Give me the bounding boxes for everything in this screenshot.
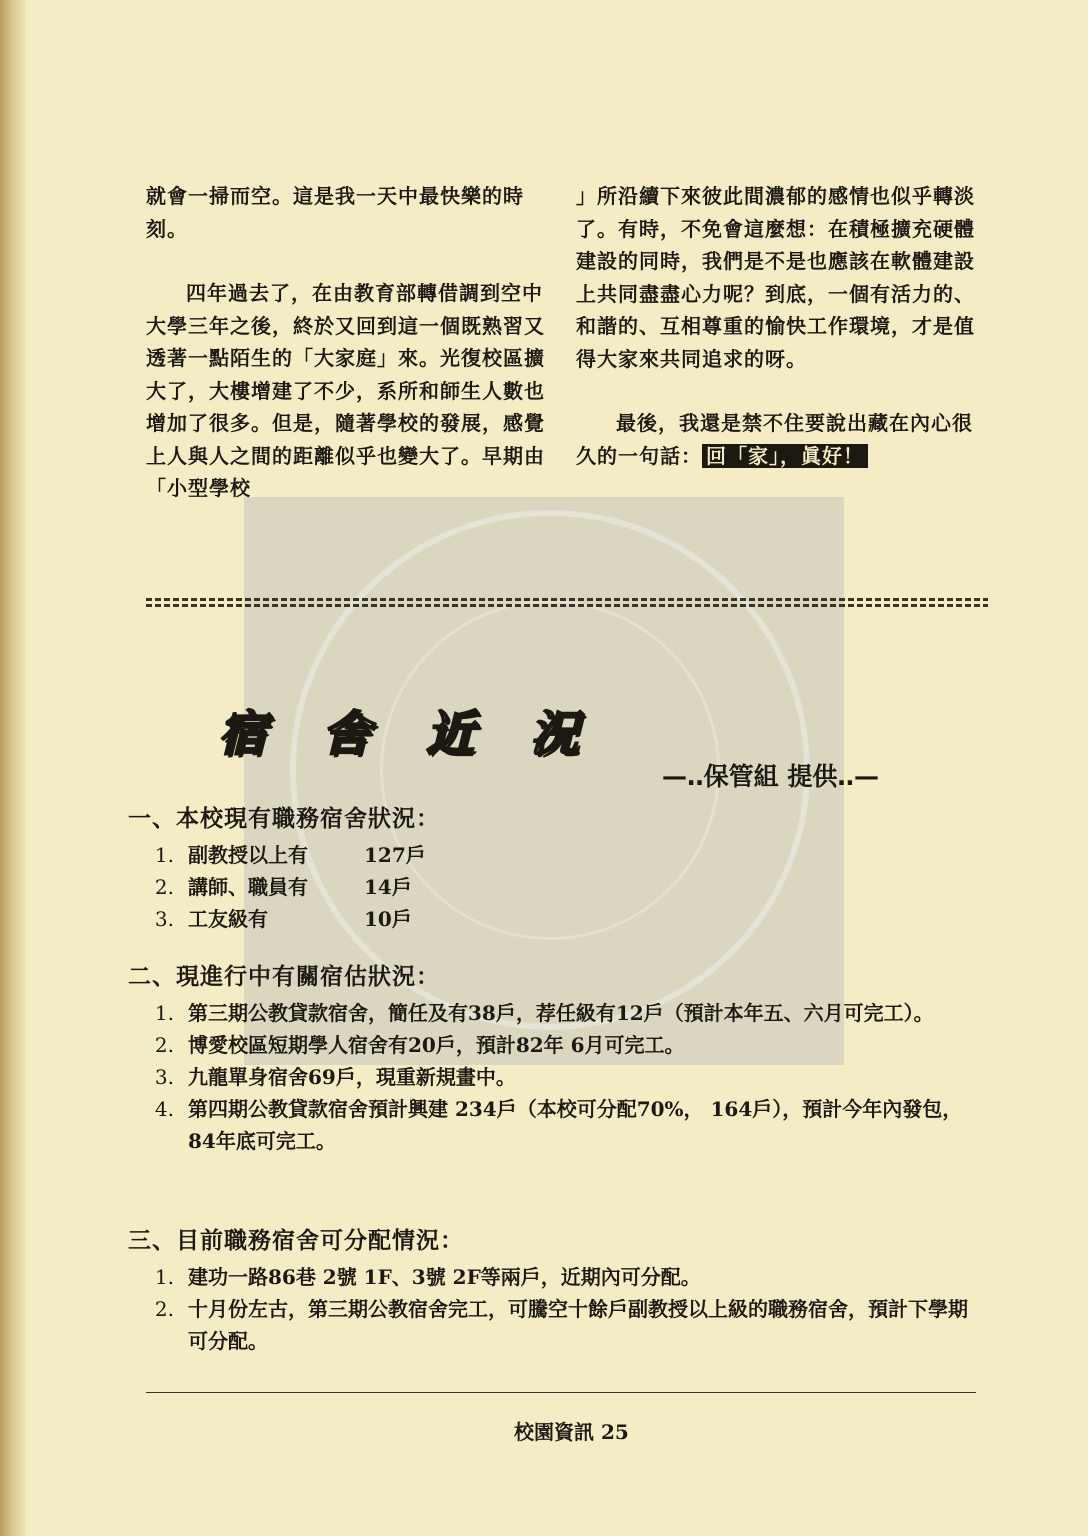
list-heading: 三、目前職務宿舍可分配情況： (128, 1227, 464, 1254)
item-label: 講師、職員有 (188, 875, 308, 899)
article-closing-paragraph (576, 407, 976, 472)
item-label: 副教授以上有 (188, 843, 308, 867)
page-footer (514, 1416, 629, 1445)
list-item (128, 1293, 968, 1357)
article-paragraph: 」所沿續下來彼此間濃郁的感情也似乎轉淡了。有時，不免會這麼想：在積極擴充硬體建設的同時，我們是不是也應該在軟體建設上共同盡盡心力呢？到底，一個有活力的、和諧的、互相尊重的愉快工作環境，才是值得大家來共同追求的呀。 (576, 184, 975, 371)
item-number: 1. (154, 1001, 174, 1025)
list-heading: 一、本校現有職務宿舍狀況： (128, 805, 440, 832)
list-item (128, 1093, 968, 1157)
item-quantity: 10戶 (364, 907, 412, 931)
item-number: 2. (154, 1033, 174, 1057)
article-column-right (576, 180, 976, 472)
item-number: 2. (154, 875, 174, 899)
item-text: 九龍單身宿舍69戶，現重新規畫中。 (188, 1065, 516, 1089)
list-item (128, 903, 968, 935)
page-number: 25 (600, 1420, 629, 1444)
closing-emphasis: 回「家」，眞好！ (702, 444, 868, 468)
item-quantity: 127戶 (364, 843, 426, 867)
article-paragraph: 就會一掃而空。這是我一天中最快樂的時刻。 (146, 184, 524, 241)
item-text: 建功一路86巷 2號 1F、3號 2F等兩戶，近期內可分配。 (188, 1265, 701, 1289)
list-heading: 二、現進行中有關宿估狀況： (128, 963, 440, 990)
dorm-progress-list (128, 958, 968, 1157)
list-item (128, 997, 968, 1029)
footer-section-name: 校園資訊 (514, 1420, 594, 1444)
item-text: 第四期公教貸款宿舍預計興建 234戶（本校可分配70%， 164戶），預計今年內發包，84年底可完工。 (188, 1097, 963, 1153)
item-quantity: 14戶 (364, 875, 412, 899)
section-divider (146, 598, 988, 601)
dorm-status-list (128, 800, 968, 935)
item-text: 博愛校區短期學人宿舍有20戶，預計82年 6月可完工。 (188, 1033, 685, 1057)
list-item (128, 839, 968, 871)
item-number: 4. (154, 1097, 174, 1121)
item-label: 工友級有 (188, 907, 268, 931)
item-text: 第三期公教貸款宿舍，簡任及有38戶，荐任級有12戶（預計本年五、六月可完工）。 (188, 1001, 934, 1025)
page-binding-edge (0, 0, 26, 1536)
article-column-left (146, 180, 546, 505)
footer-rule (146, 1392, 976, 1393)
list-item (128, 1029, 968, 1061)
section-credit: —‥保管組 提供‥— (662, 762, 880, 791)
dorm-allocation-list (128, 1222, 968, 1357)
item-number: 1. (154, 1265, 174, 1289)
item-number: 1. (154, 843, 174, 867)
section-title: 宿舍近況 (218, 706, 635, 762)
list-item (128, 1261, 968, 1293)
list-item (128, 871, 968, 903)
item-text: 十月份左古，第三期公教宿舍完工，可騰空十餘戶副教授以上級的職務宿舍，預計下學期可分配。 (188, 1297, 968, 1353)
article-paragraph: 四年過去了，在由教育部轉借調到空中大學三年之後，終於又回到這一個既熟習又透著一點陌生的「大家庭」來。光復校區擴大了，大樓增建了不少，系所和師生人數也增加了很多。但是，隨著學校的發展，感覺上人與人之間的距離似乎也變大了。早期由「小型學校 (146, 281, 545, 500)
closing-text: 最後，我還是禁不住要說出藏在內心很久的一句話： (576, 411, 973, 468)
item-number: 3. (154, 907, 174, 931)
item-number: 3. (154, 1065, 174, 1089)
section-divider (146, 604, 988, 607)
item-number: 2. (154, 1297, 174, 1321)
list-item (128, 1061, 968, 1093)
